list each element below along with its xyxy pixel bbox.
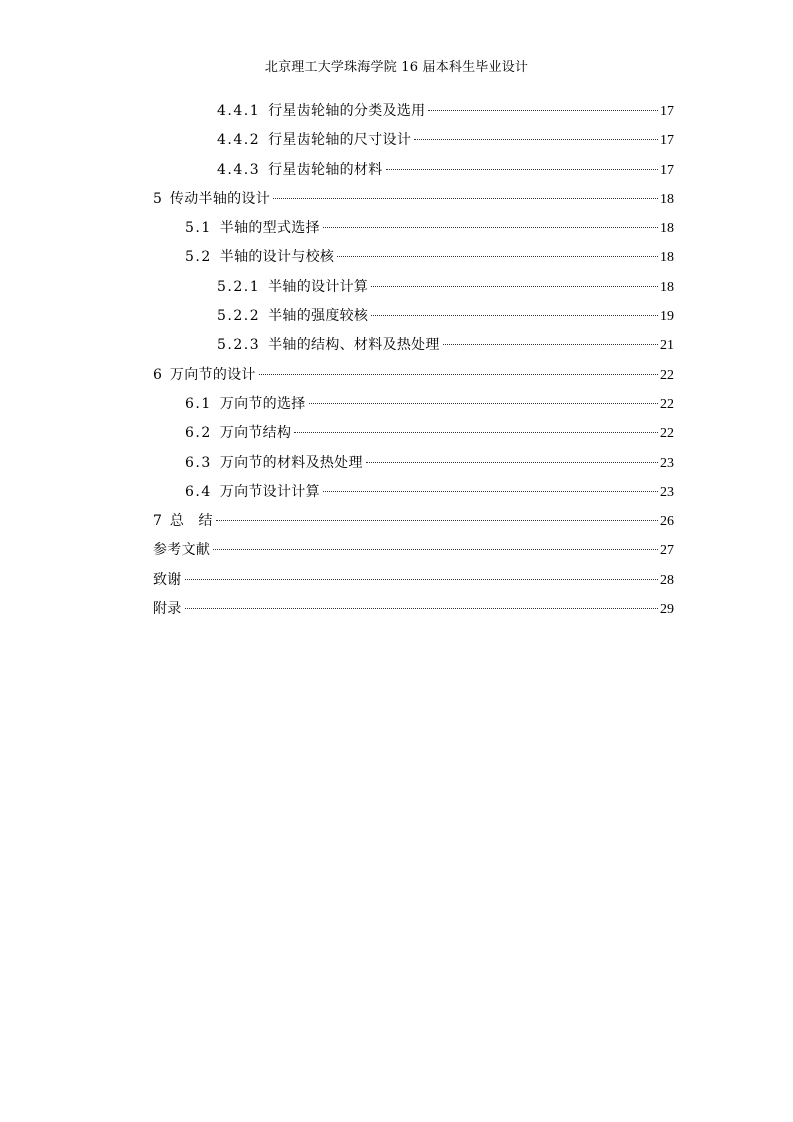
toc-entry-title: 万向节的设计 <box>169 366 256 383</box>
toc-entry[interactable] <box>153 595 674 624</box>
toc-entry[interactable] <box>153 507 674 536</box>
toc-entry[interactable] <box>153 361 674 390</box>
toc-entry-page-number: 18 <box>660 221 674 237</box>
toc-entry-number: 6.3 <box>185 454 212 471</box>
toc-entry-page-number: 26 <box>660 514 674 530</box>
toc-entry-number: 5.2.1 <box>217 278 261 295</box>
toc-dot-leader <box>443 344 658 345</box>
toc-dot-leader <box>185 579 658 580</box>
toc-entry[interactable] <box>153 419 674 448</box>
toc-dot-leader <box>323 227 658 228</box>
toc-entry-title: 万向节结构 <box>219 425 292 442</box>
table-of-contents <box>153 97 674 624</box>
toc-dot-leader <box>386 169 658 170</box>
toc-entry-title: 行星齿轮轴的材料 <box>268 161 383 178</box>
toc-entry-page-number: 19 <box>660 309 674 325</box>
toc-entry[interactable] <box>153 449 674 478</box>
toc-dot-leader <box>366 462 658 463</box>
toc-entry-number: 6.4 <box>185 483 212 500</box>
toc-entry[interactable] <box>153 97 674 126</box>
toc-entry[interactable] <box>153 126 674 155</box>
toc-entry-number: 6.1 <box>185 395 212 412</box>
toc-dot-leader <box>185 608 658 609</box>
toc-entry[interactable] <box>153 243 674 272</box>
toc-entry-number: 4.4.2 <box>217 132 261 149</box>
toc-dot-leader <box>428 110 658 111</box>
toc-dot-leader <box>213 549 658 550</box>
toc-entry-title: 万向节的选择 <box>219 395 306 412</box>
toc-entry-page-number: 17 <box>660 133 674 149</box>
toc-entry-title: 半轴的强度较核 <box>268 308 369 325</box>
toc-dot-leader <box>273 198 658 199</box>
toc-entry-number: 7 <box>153 513 162 530</box>
toc-entry-title: 半轴的设计计算 <box>268 278 369 295</box>
toc-entry-page-number: 18 <box>660 250 674 266</box>
toc-entry-title: 行星齿轮轴的分类及选用 <box>268 103 426 119</box>
toc-entry-page-number: 17 <box>660 104 674 119</box>
toc-entry-title: 参考文献 <box>153 542 211 559</box>
toc-entry-title: 半轴的设计与校核 <box>219 249 335 266</box>
toc-entry-title: 万向节的材料及热处理 <box>219 454 363 471</box>
toc-entry[interactable] <box>153 273 674 302</box>
toc-entry-title: 致谢 <box>153 571 182 588</box>
toc-entry-page-number: 23 <box>660 484 674 500</box>
toc-entry-number: 5.1 <box>185 220 212 237</box>
toc-entry-number: 6.2 <box>185 425 212 442</box>
toc-entry-page-number: 28 <box>660 572 674 588</box>
toc-entry[interactable] <box>153 185 674 214</box>
toc-entry-title: 行星齿轮轴的尺寸设计 <box>268 132 412 149</box>
toc-dot-leader <box>337 256 658 257</box>
toc-dot-leader <box>323 491 658 492</box>
toc-entry-number: 4.4.3 <box>217 161 261 178</box>
toc-entry-page-number: 22 <box>660 426 674 442</box>
toc-entry-number: 6 <box>153 366 162 383</box>
toc-entry-number: 5.2.2 <box>217 308 261 325</box>
toc-entry-number: 4.4.1 <box>217 103 261 119</box>
toc-entry-page-number: 17 <box>660 162 674 178</box>
toc-entry[interactable] <box>153 214 674 243</box>
toc-entry[interactable] <box>153 478 674 507</box>
header-divider <box>153 84 674 85</box>
toc-entry-title: 传动半轴的设计 <box>169 190 271 207</box>
toc-dot-leader <box>259 374 658 375</box>
toc-entry-page-number: 18 <box>660 191 674 207</box>
toc-dot-leader <box>371 286 658 287</box>
toc-entry[interactable] <box>153 390 674 419</box>
toc-dot-leader <box>294 432 658 433</box>
toc-dot-leader <box>216 520 658 521</box>
toc-entry[interactable] <box>153 331 674 360</box>
toc-entry-page-number: 22 <box>660 396 674 412</box>
page-header <box>0 58 793 78</box>
toc-entry-page-number: 29 <box>660 602 674 618</box>
toc-entry-page-number: 18 <box>660 279 674 295</box>
toc-dot-leader <box>371 315 658 316</box>
toc-entry-title: 半轴的结构、材料及热处理 <box>268 337 440 354</box>
toc-entry[interactable] <box>153 302 674 331</box>
toc-entry-title: 总 结 <box>169 513 213 530</box>
toc-entry-number: 5.2 <box>185 249 212 266</box>
toc-entry-page-number: 22 <box>660 367 674 383</box>
toc-entry-number: 5.2.3 <box>217 337 261 354</box>
toc-entry-page-number: 23 <box>660 455 674 471</box>
toc-entry-page-number: 21 <box>660 338 674 354</box>
toc-entry[interactable] <box>153 536 674 565</box>
toc-entry[interactable] <box>153 156 674 185</box>
toc-dot-leader <box>309 403 658 404</box>
toc-entry-title: 万向节设计计算 <box>219 483 320 500</box>
toc-entry-page-number: 27 <box>660 543 674 559</box>
toc-entry-title: 半轴的型式选择 <box>219 220 320 237</box>
toc-dot-leader <box>414 139 658 140</box>
toc-entry-title: 附录 <box>153 601 182 618</box>
toc-entry[interactable] <box>153 566 674 595</box>
toc-entry-number: 5 <box>153 190 162 207</box>
header-title: 北京理工大学珠海学院 16 届本科生毕业设计 <box>264 60 529 75</box>
